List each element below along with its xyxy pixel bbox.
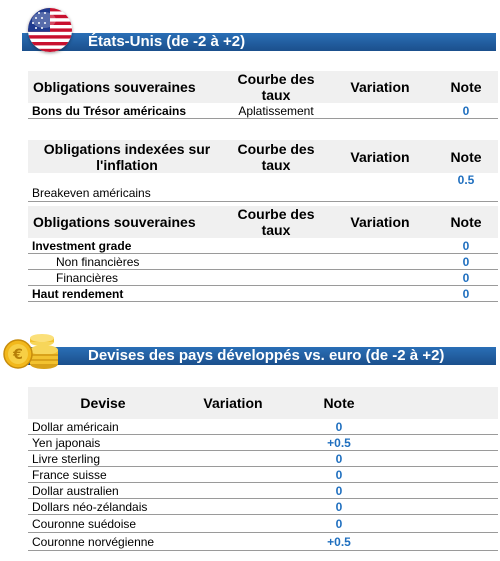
header-note: Note <box>450 148 482 165</box>
row-label: Bons du Trésor américains <box>28 103 226 119</box>
row-label: Dollar australien <box>28 483 178 499</box>
header-courbe: Courbe des taux <box>237 206 315 238</box>
header-variation: Variation <box>203 395 263 411</box>
section-title: États-Unis (de -2 à +2) <box>88 33 246 50</box>
row-note: +0.5 <box>288 435 390 451</box>
row-note: 0 <box>288 467 390 483</box>
header-note: Note <box>323 395 355 411</box>
row-variation <box>326 173 434 201</box>
table-row <box>28 254 498 270</box>
header-obligations: Obligations souveraines <box>33 214 196 230</box>
table-row <box>28 435 498 451</box>
row-note: 0 <box>288 499 390 515</box>
section-banner-devises <box>22 347 496 365</box>
table-credit <box>28 206 498 302</box>
header-variation: Variation <box>350 79 410 95</box>
table-row <box>28 467 498 483</box>
row-note: 0 <box>434 286 498 302</box>
row-courbe <box>226 173 326 201</box>
table-row <box>28 533 498 551</box>
table-row <box>28 499 498 515</box>
row-note: 0 <box>434 103 498 119</box>
svg-text:€: € <box>13 347 23 363</box>
table-row <box>28 419 498 435</box>
row-label: Non financières <box>28 254 226 270</box>
row-label: Couronne norvégienne <box>28 533 178 551</box>
header-note: Note <box>450 214 482 230</box>
header-obligations: Obligations souveraines <box>33 79 196 95</box>
row-note: 0 <box>288 419 390 435</box>
row-label: Investment grade <box>28 238 226 254</box>
row-variation <box>326 103 434 119</box>
table-header <box>28 140 498 173</box>
table-row <box>28 238 498 254</box>
row-label: Dollar américain <box>28 419 178 435</box>
euro-coins-icon <box>2 330 62 374</box>
header-devise: Devise <box>80 395 126 411</box>
table-header <box>28 387 498 419</box>
table-row <box>28 451 498 467</box>
row-courbe: Aplatissement <box>226 103 326 119</box>
table-row <box>28 270 498 286</box>
table-row <box>28 103 498 119</box>
table-devises <box>28 387 498 551</box>
row-label: Breakeven américains <box>28 173 226 201</box>
row-label: Haut rendement <box>28 286 226 302</box>
row-note: 0 <box>434 270 498 286</box>
section-title: Devises des pays développés vs. euro (de -2 à +2) <box>88 347 445 364</box>
row-label: France suisse <box>28 467 178 483</box>
table-row <box>28 286 498 302</box>
header-variation: Variation <box>350 214 410 230</box>
header-obligations-indexees: Obligations indexées sur l'inflation <box>43 140 211 173</box>
row-note: 0 <box>288 515 390 533</box>
row-label: Yen japonais <box>28 435 178 451</box>
row-label: Financières <box>28 270 226 286</box>
header-courbe: Courbe des taux <box>237 71 315 103</box>
row-note: +0.5 <box>288 533 390 551</box>
row-note: 0 <box>288 483 390 499</box>
table-header <box>28 206 498 238</box>
header-courbe: Courbe des taux <box>237 140 315 173</box>
row-note: 0 <box>288 451 390 467</box>
header-note: Note <box>450 79 482 95</box>
header-variation: Variation <box>350 148 410 165</box>
row-label: Couronne suédoise <box>28 515 178 533</box>
row-label: Dollars néo-zélandais <box>28 499 178 515</box>
row-note: 0 <box>434 238 498 254</box>
section-banner-us <box>22 33 496 51</box>
row-label: Livre sterling <box>28 451 178 467</box>
row-note: 0 <box>434 254 498 270</box>
table-obligations-souveraines <box>28 71 498 119</box>
us-flag-icon <box>28 8 72 52</box>
table-row <box>28 515 498 533</box>
row-note: 0.5 <box>434 173 498 201</box>
table-row <box>28 483 498 499</box>
table-obligations-indexees <box>28 140 498 202</box>
table-row <box>28 173 498 201</box>
table-header <box>28 71 498 103</box>
